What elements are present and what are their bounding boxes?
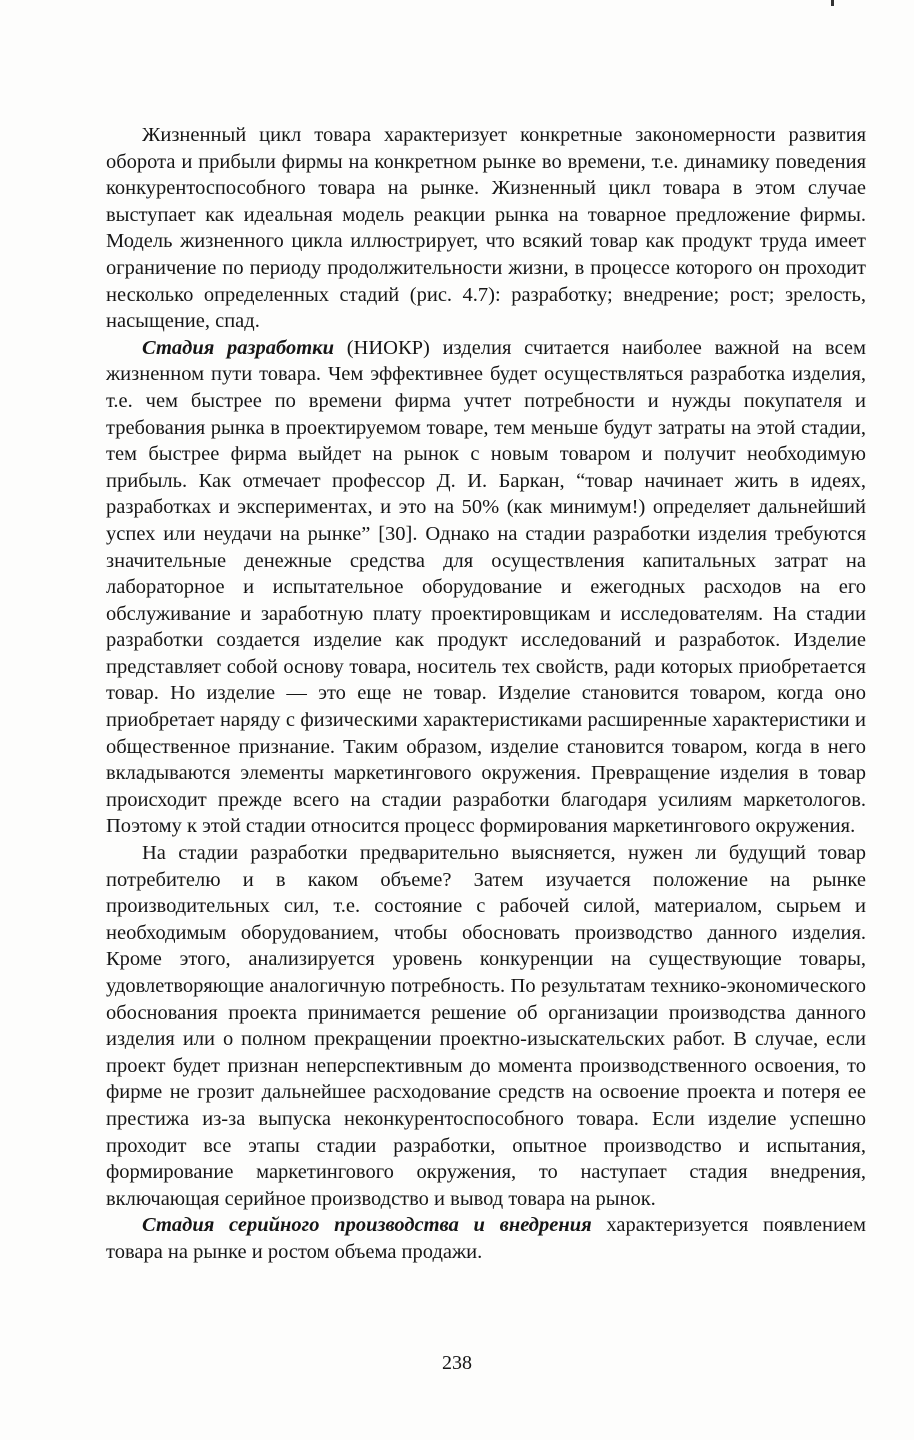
paragraph-development-details (106, 840, 866, 1212)
scan-mark (831, 0, 834, 6)
paragraph-serial-production-stage (106, 1212, 866, 1265)
paragraph-lead: Стадия разработки (142, 336, 334, 359)
paragraph-lead: Стадия серийного производства и внедрения (142, 1214, 592, 1237)
page-number: 238 (442, 1352, 472, 1374)
body-text (106, 122, 866, 1266)
paragraph-text: На стадии разработки предварительно выясняется, нужен ли будущий товар потребителю и в каком объеме? Затем изучается положение на рынке производительных сил, т.е. состояние с рабочей силой, материалом, сырьем и необходимым оборудованием, чтобы обосновать производство данного изделия. Кроме этого, анализируется уровень конкуренции на существующие товары, удовлетворяющие аналогичную потребность. По результатам технико-экономического обоснования проекта принимается решение об организации производства данного изделия или о полном прекращении проектно-изыскательских работ. В случае, если проект будет признан неперспективным до момента производственного освоения, то фирме не грозит дальнейшее расходование средств на освоение проекта и потеря ее престижа из-за выпуска неконкурентоспособного товара. Если изделие успешно проходит все этапы стадии разработки, опытное производство и испытания, формирование маркетингового окружения, то наступает стадия внедрения, включающая серийное производство и вывод товара на рынок. (106, 842, 866, 1210)
paragraph-life-cycle-intro (106, 122, 866, 335)
paragraph-text: (НИОКР) изделия считается наиболее важной на всем жизненном пути товара. Чем эффективнее будет осуществляться разработка изделия, т.е. чем быстрее по времени фирма учтет потребности и нужды покупателя и требования рынка в проектируемом товаре, тем меньше будут затраты на этой стадии, тем быстрее фирма выйдет на рынок с новым товаром и получит необходимую прибыль. Как отмечает профессор Д. И. Баркан, “товар начинает жить в идеях, разработках и экспериментах, и это на 50% (как минимум!) определяет дальнейший успех или неудачи на рынке” [30]. Однако на стадии разработки изделия требуются значительные денежные средства для осуществления капитальных затрат на лабораторное и испытательное оборудование и ежегодных расходов на его обслуживание и заработную плату проектировщикам и исследователям. На стадии разработки создается изделие как продукт исследований и разработок. Изделие представляет собой основу товара, носитель тех свойств, ради которых приобретается товар. Но изделие — это еще не товар. Изделие становится товаром, когда оно приобретает наряду с физическими характеристиками расширенные характеристики и общественное признание. Таким образом, изделие становится товаром, когда в него вкладываются элементы маркетингового окружения. Превращение изделия в товар происходит прежде всего на стадии разработки благодаря усилиям маркетологов. Поэтому к этой стадии относится процесс формирования маркетингового окружения. (106, 336, 866, 838)
paragraph-development-stage (106, 335, 866, 840)
paragraph-text: характеризуется появлением товара на рынке и ростом объема продажи. (106, 1214, 867, 1263)
paragraph-text: Жизненный цикл товара характеризует конкретные закономерности развития оборота и прибыли фирмы на конкретном рынке во времени, т.е. динамику поведения конкурентоспособного товара на рынке. Жизненный цикл товара в этом случае выступает как идеальная модель реакции рынка на товарное предложение фирмы. Модель жизненного цикла иллюстрирует, что всякий товар как продукт труда имеет ограничение по периоду продолжительности жизни, в процессе которого он проходит несколько определенных стадий (рис. 4.7): разработку; внедрение; рост; зрелость, насыщение, спад. (106, 124, 866, 333)
